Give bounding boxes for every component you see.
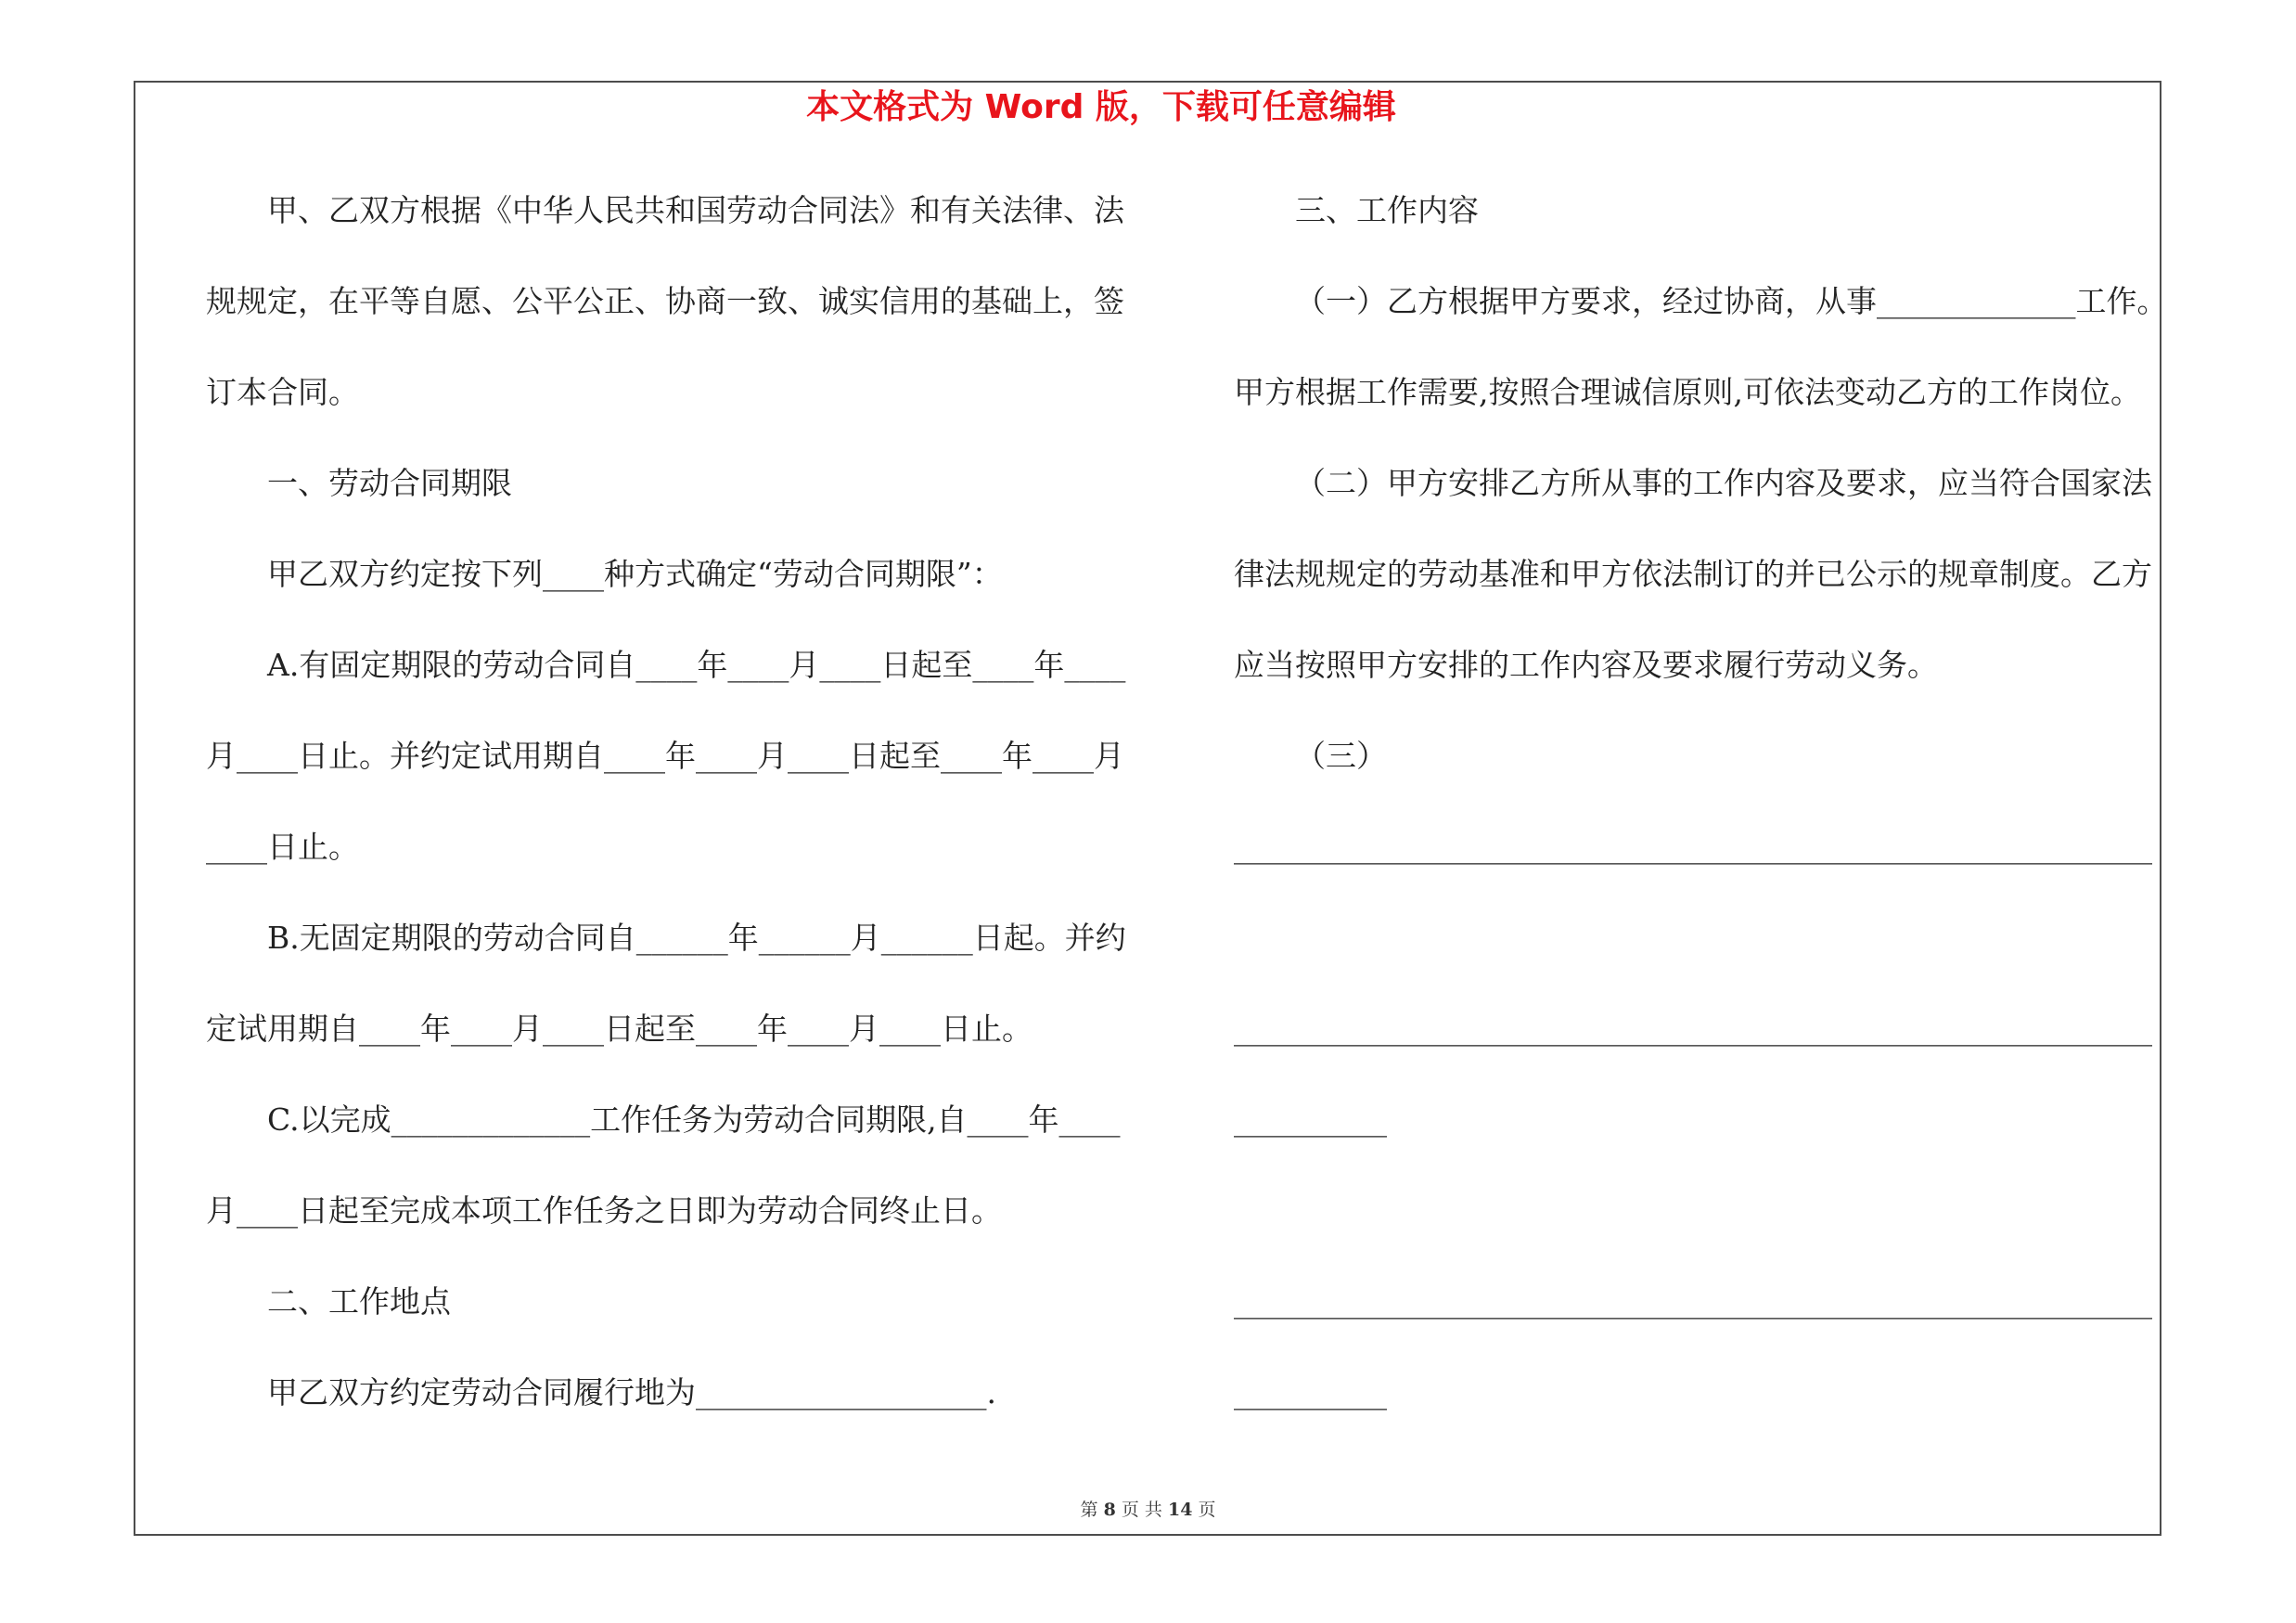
item-3-label: （三） — [1295, 738, 1387, 774]
item-3-blank-line: ____________________________________________________________ — [1234, 1011, 2152, 1047]
option-c-line: C.以完成_____________工作任务为劳动合同期限,自____年____ — [267, 1101, 1121, 1138]
option-a-line: 月____日止。并约定试用期自____年____月____日起至____年____月 — [206, 738, 1124, 774]
current-page-number: 8 — [1103, 1500, 1116, 1520]
option-b-line: 定试用期自____年____月____日起至____年____月____日止。 — [206, 1011, 1033, 1047]
empty-line — [1234, 893, 2152, 984]
item-2-line: 应当按照甲方安排的工作内容及要求履行劳动义务。 — [1234, 647, 1938, 683]
option-a-line: A.有固定期限的劳动合同自____年____月____日起至____年____ — [267, 647, 1126, 683]
option-b-line: B.无固定期限的劳动合同自______年______月______日起。并约 — [267, 920, 1126, 956]
page-label-unit: 页 — [1121, 1500, 1139, 1520]
item-1-line: （一）乙方根据甲方要求，经过协商，从事_____________工作。 — [1295, 283, 2168, 319]
page-label-prefix: 第 — [1080, 1500, 1098, 1520]
empty-line — [1234, 1166, 2152, 1256]
item-3-blank-line: __________ — [1234, 1101, 1387, 1138]
section-heading-contract-term: 一、劳动合同期限 — [267, 465, 512, 501]
right-column — [1234, 165, 2168, 1438]
intro-line: 订本合同。 — [206, 374, 359, 410]
page-indicator — [0, 1499, 2296, 1521]
item-1-line: 甲方根据工作需要,按照合理诚信原则,可依法变动乙方的工作岗位。 — [1234, 374, 2141, 410]
section-heading-job-content: 三、工作内容 — [1295, 192, 1479, 228]
total-pages-number: 14 — [1167, 1500, 1193, 1520]
total-label-prefix: 共 — [1144, 1500, 1162, 1520]
item-3-blank-line: ____________________________________________________________ — [1234, 829, 2152, 865]
intro-line: 甲、乙双方根据《中华人民共和国劳动合同法》和有关法律、法 — [267, 192, 1124, 228]
item-2-line: 律法规规定的劳动基准和甲方依法制订的并已公示的规章制度。乙方 — [1234, 556, 2152, 592]
section-heading-workplace: 二、工作地点 — [267, 1283, 451, 1320]
item-2-line: （二）甲方安排乙方所从事的工作内容及要求，应当符合国家法 — [1295, 465, 2152, 501]
option-c-line: 月____日起至完成本项工作任务之日即为劳动合同终止日。 — [206, 1192, 1002, 1229]
item-3-blank-line: ____________________________________________________________ — [1234, 1283, 2152, 1320]
left-column — [206, 165, 1124, 1438]
workplace-clause: 甲乙双方约定劳动合同履行地为___________________. — [267, 1374, 996, 1410]
intro-line: 规规定，在平等自愿、公平公正、协商一致、诚实信用的基础上，签 — [206, 283, 1124, 319]
contract-term-method: 甲乙双方约定按下列____种方式确定“劳动合同期限”： — [267, 556, 1003, 592]
option-a-line: ____日止。 — [206, 829, 359, 865]
item-3-blank-line: __________ — [1234, 1374, 1387, 1410]
total-label-unit: 页 — [1198, 1500, 1216, 1520]
format-notice: 本文格式为 Word 版，下载可任意编辑 — [806, 88, 1396, 126]
